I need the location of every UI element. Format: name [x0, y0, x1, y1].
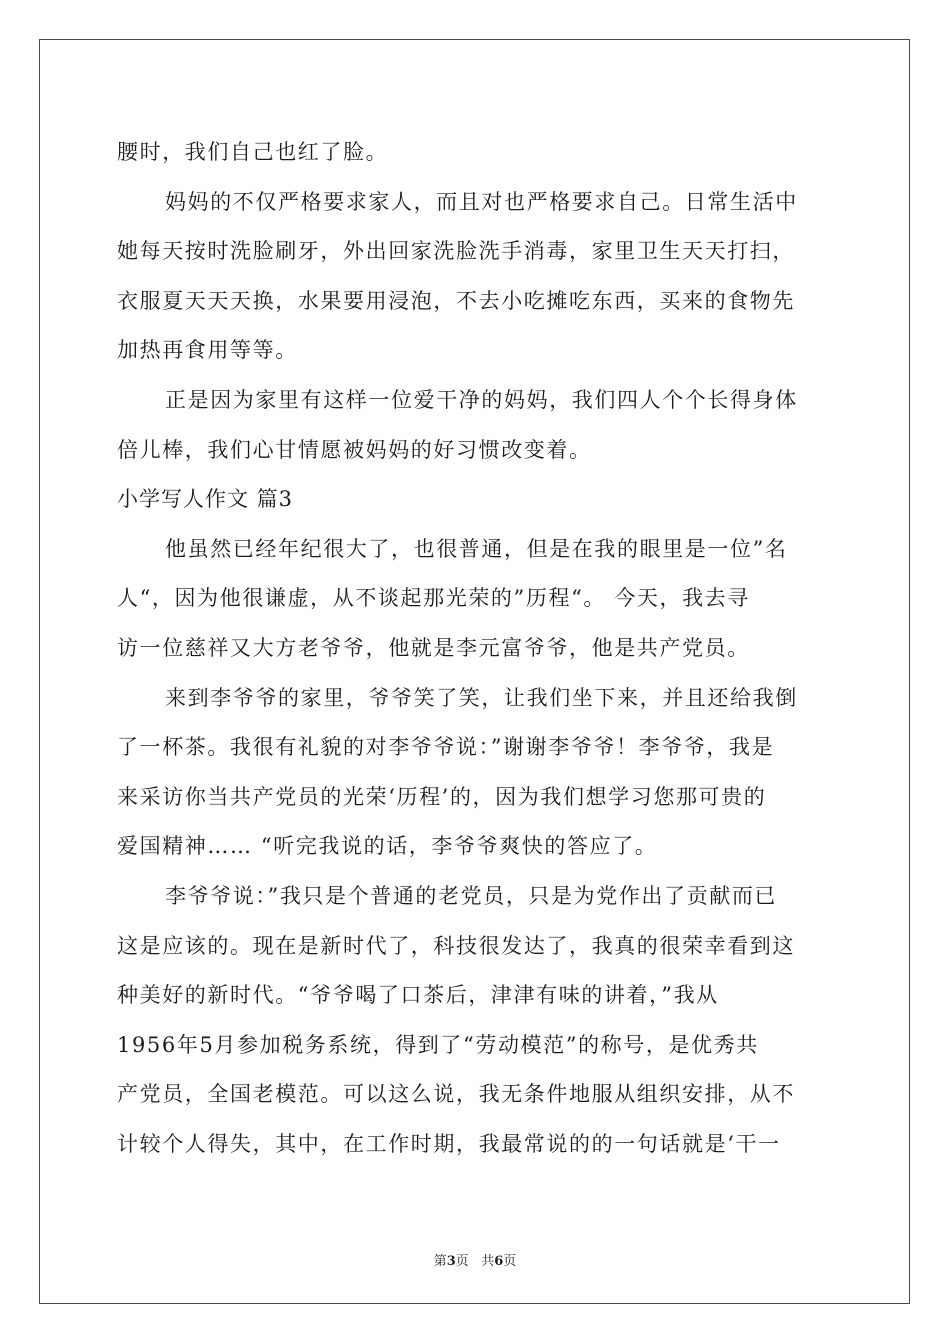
- page-total: 6: [494, 1254, 504, 1269]
- text-line: 来到李爷爷的家里，爷爷笑了笑，让我们坐下来，并且还给我倒: [165, 685, 798, 710]
- text-line: 爱国精神…… “听完我说的话，李爷爷爽快的答应了。: [117, 834, 658, 859]
- text-line: 人“，因为他很谦虚，从不谈起那光荣的”历程“。 今天，我去寻: [117, 586, 750, 611]
- text-line: 了一杯茶。我很有礼貌的对李爷爷说：”谢谢李爷爷！李爷爷，我是: [117, 735, 775, 760]
- text-line: 倍儿棒，我们心甘情愿被妈妈的好习惯改变着。: [117, 437, 592, 462]
- text-line: 她每天按时洗脸刷牙，外出回家洗脸洗手消毒，家里卫生天天打扫，: [117, 239, 795, 264]
- total-suffix: 页: [503, 1254, 517, 1269]
- text-line: 1956年5月参加税务系统，得到了“劳动模范”的称号，是优秀共: [117, 1032, 759, 1057]
- page-footer: [0, 1250, 950, 1269]
- text-line: 他虽然已经年纪很大了，也很普通，但是在我的眼里是一位”名: [165, 536, 788, 561]
- text-line: 这是应该的。现在是新时代了，科技很发达了，我真的很荣幸看到这: [117, 933, 795, 958]
- total-prefix: 共: [481, 1254, 495, 1269]
- text-line: 李爷爷说：”我只是个普通的老党员，只是为党作出了贡献而已: [165, 883, 778, 908]
- section-heading: 小学写人作文 篇3: [117, 487, 294, 512]
- document-body: [117, 128, 833, 1169]
- text-line: 来采访你当共产党员的光荣‘历程’的，因为我们想学习您那可贵的: [117, 784, 767, 809]
- text-line: 种美好的新时代。“爷爷喝了口茶后，津津有味的讲着，”我从: [117, 983, 719, 1008]
- text-line: 产党员，全国老模范。可以这么说，我无条件地服从组织安排，从不: [117, 1082, 795, 1107]
- page-number: 3: [446, 1254, 456, 1269]
- page-prefix: 第: [433, 1254, 447, 1269]
- text-line: 访一位慈祥又大方老爷爷，他就是李元富爷爷，他是共产党员。: [117, 635, 750, 660]
- text-line: 加热再食用等等。: [117, 338, 298, 363]
- page-suffix: 页: [455, 1254, 469, 1269]
- text-line: 妈妈的不仅严格要求家人，而且对也严格要求自己。日常生活中: [165, 189, 798, 214]
- text-line: 衣服夏天天天换，水果要用浸泡，不去小吃摊吃东西，买来的食物先: [117, 288, 795, 313]
- text-line: 正是因为家里有这样一位爱干净的妈妈，我们四人个个长得身体: [165, 387, 798, 412]
- text-line: 腰时，我们自己也红了脸。: [117, 140, 389, 164]
- text-line: 计较个人得失，其中，在工作时期，我最常说的的一句话就是‘干一: [117, 1131, 781, 1156]
